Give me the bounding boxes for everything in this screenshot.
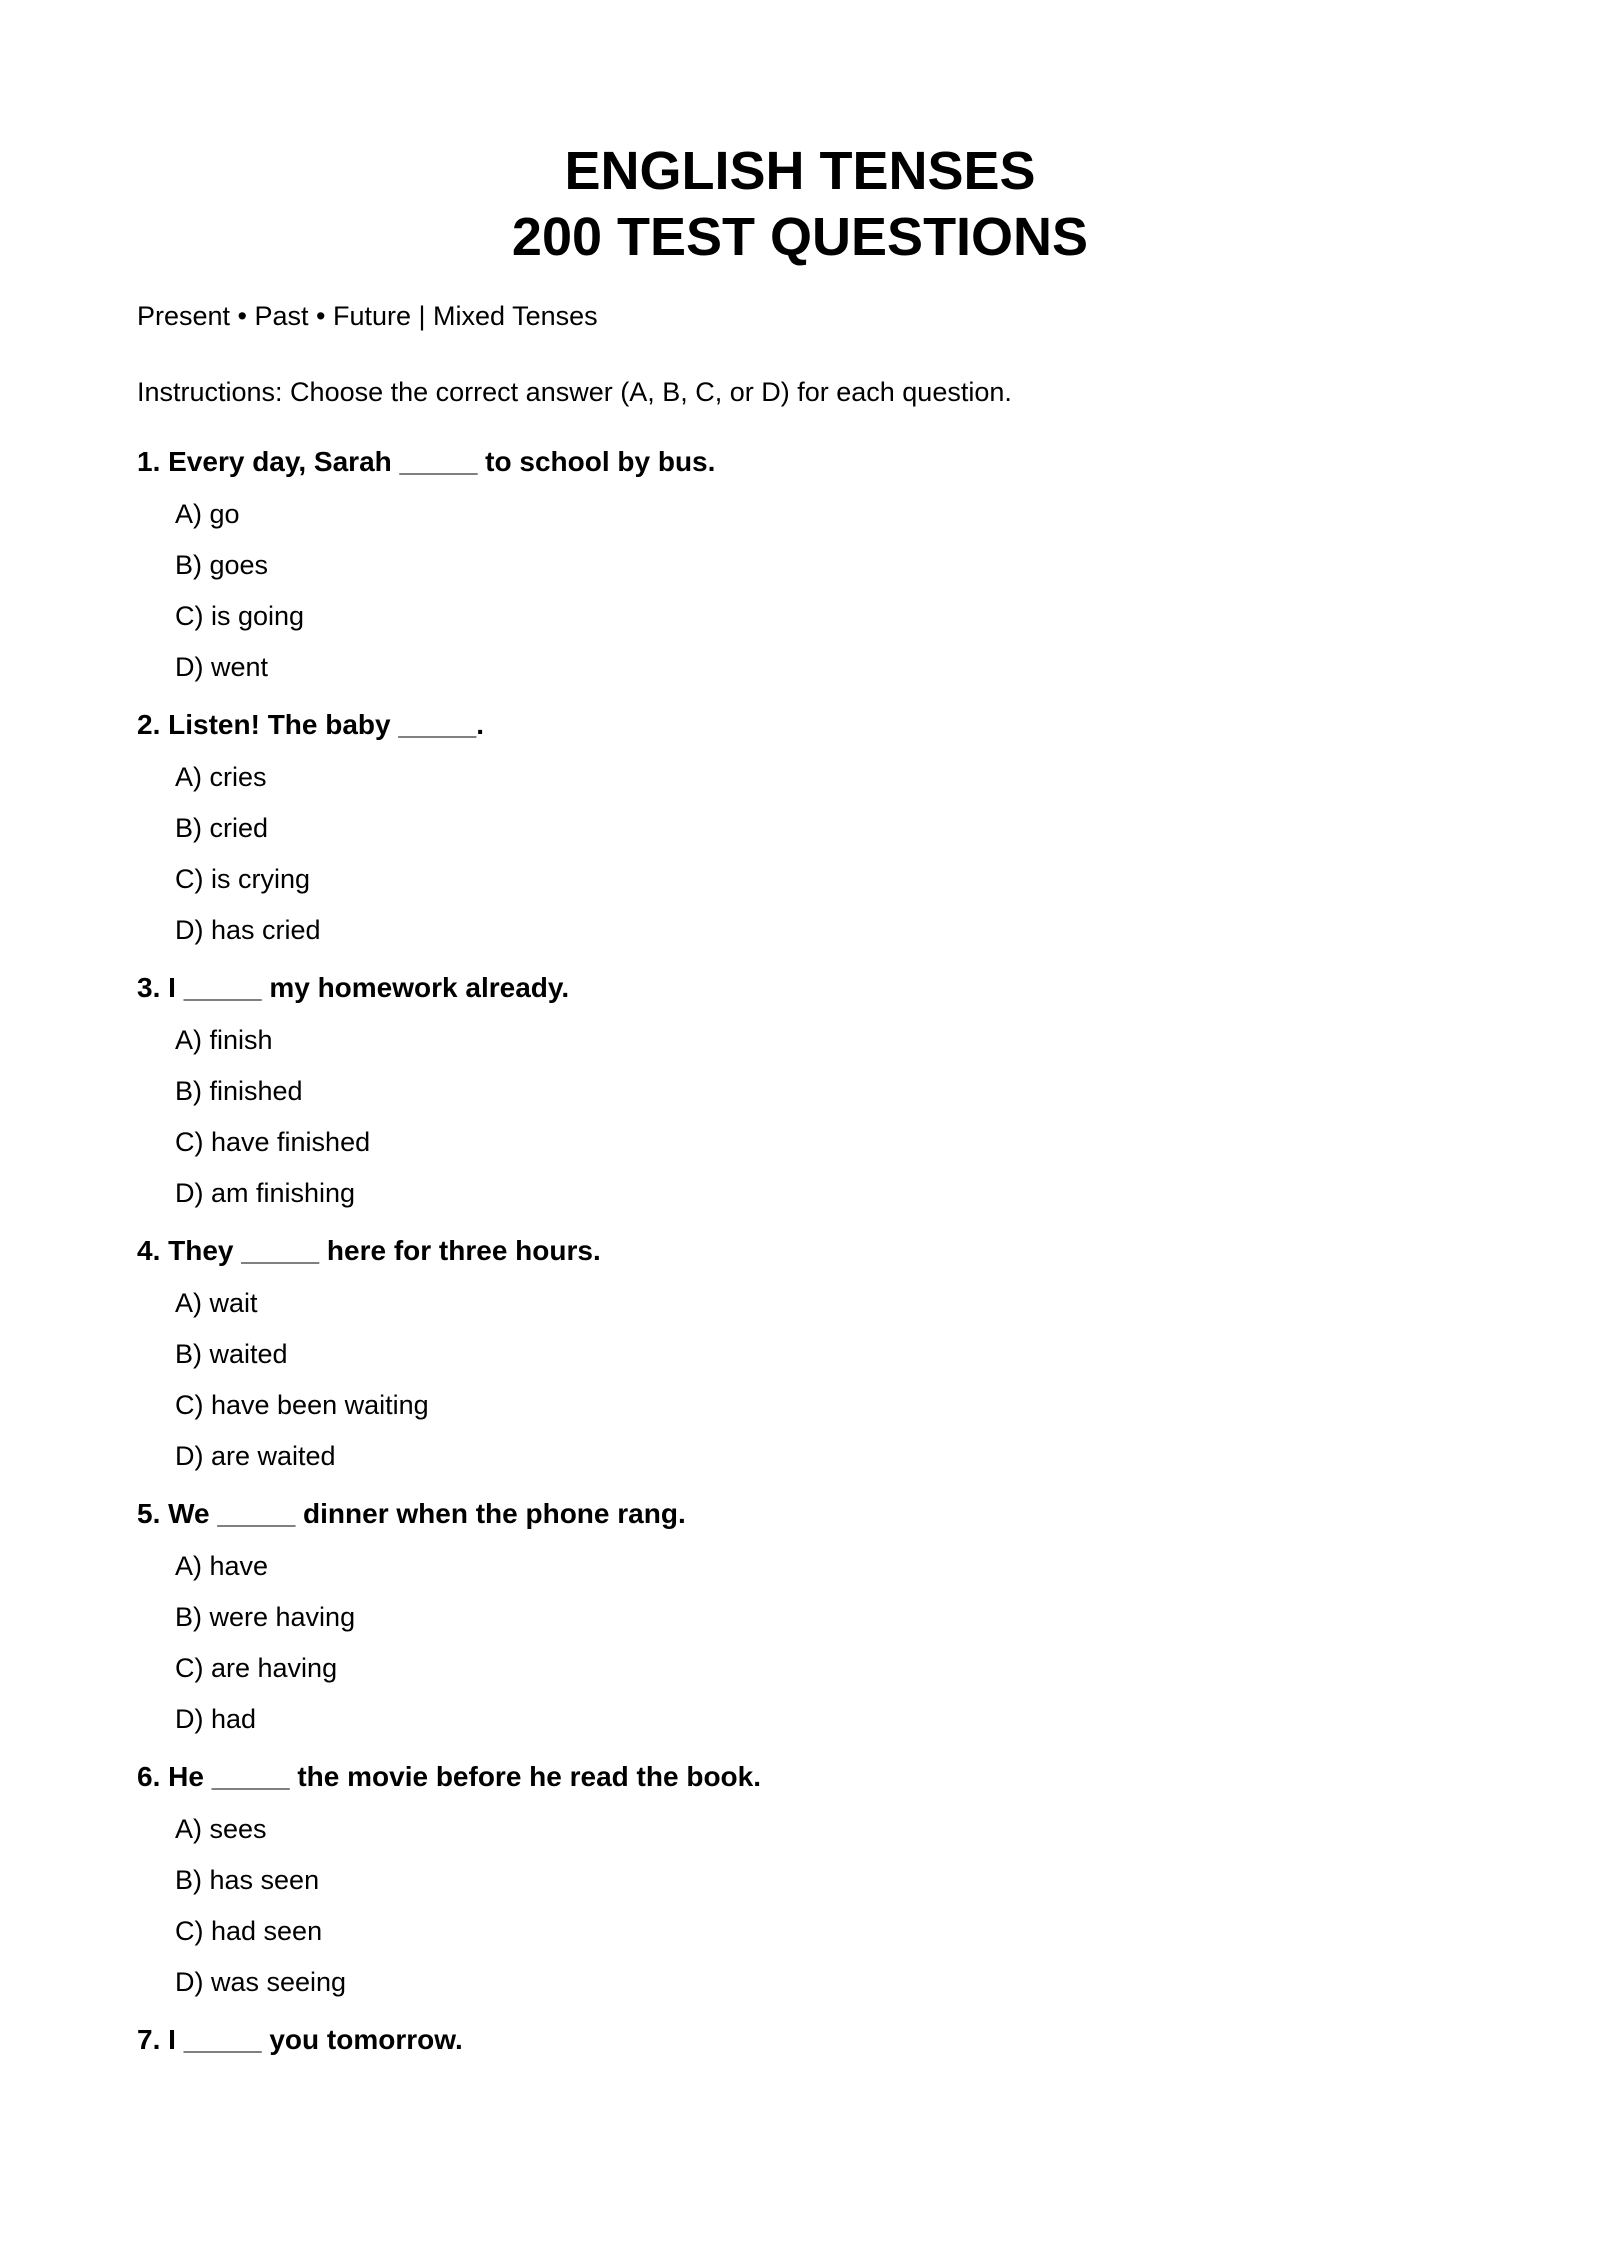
question-text: 1. Every day, Sarah _____ to school by bus. bbox=[137, 446, 716, 477]
answer-options bbox=[137, 1548, 1463, 1737]
answer-option: A) have bbox=[175, 1551, 269, 1581]
answer-option: B) cried bbox=[175, 813, 269, 843]
question-text: 2. Listen! The baby _____. bbox=[137, 709, 485, 740]
answer-option: C) have been waiting bbox=[175, 1390, 429, 1420]
answer-options bbox=[137, 1285, 1463, 1474]
answer-option: A) cries bbox=[175, 762, 267, 792]
document-subtitle: Present • Past • Future | Mixed Tenses bbox=[137, 301, 598, 331]
answer-option: A) sees bbox=[175, 1814, 267, 1844]
document-title bbox=[137, 0, 1463, 270]
answer-option: B) waited bbox=[175, 1339, 288, 1369]
question-item bbox=[137, 1496, 1463, 1737]
answer-option: C) are having bbox=[175, 1653, 338, 1683]
answer-option: C) had seen bbox=[175, 1916, 323, 1946]
question-item bbox=[137, 444, 1463, 685]
question-item bbox=[137, 2022, 1463, 2058]
answer-option: C) is going bbox=[175, 601, 305, 631]
answer-option: B) has seen bbox=[175, 1865, 320, 1895]
answer-option: B) were having bbox=[175, 1602, 356, 1632]
answer-option: B) finished bbox=[175, 1076, 303, 1106]
answer-option: D) was seeing bbox=[175, 1967, 347, 1997]
answer-option: D) had bbox=[175, 1704, 257, 1734]
question-text: 5. We _____ dinner when the phone rang. bbox=[137, 1498, 686, 1529]
question-text: 3. I _____ my homework already. bbox=[137, 972, 570, 1003]
answer-option: D) are waited bbox=[175, 1441, 336, 1471]
answer-option: D) am finishing bbox=[175, 1178, 356, 1208]
answer-option: A) finish bbox=[175, 1025, 273, 1055]
answer-options bbox=[137, 1811, 1463, 2000]
question-text: 6. He _____ the movie before he read the book. bbox=[137, 1761, 761, 1792]
answer-options bbox=[137, 1022, 1463, 1211]
answer-options bbox=[137, 496, 1463, 685]
question-item bbox=[137, 1233, 1463, 1474]
question-text: 4. They _____ here for three hours. bbox=[137, 1235, 601, 1266]
answer-option: B) goes bbox=[175, 550, 269, 580]
answer-option: A) go bbox=[175, 499, 240, 529]
title-line-1: ENGLISH TENSES bbox=[564, 141, 1036, 201]
answer-option: C) is crying bbox=[175, 864, 311, 894]
answer-options bbox=[137, 759, 1463, 948]
answer-option: D) went bbox=[175, 652, 269, 682]
answer-option: D) has cried bbox=[175, 915, 321, 945]
answer-option: C) have finished bbox=[175, 1127, 371, 1157]
instructions-text: Instructions: Choose the correct answer (A, B, C, or D) for each question. bbox=[137, 377, 1012, 407]
question-item bbox=[137, 1759, 1463, 2000]
question-item bbox=[137, 970, 1463, 1211]
question-list bbox=[137, 444, 1463, 2058]
title-line-2: 200 TEST QUESTIONS bbox=[511, 207, 1089, 267]
question-text: 7. I _____ you tomorrow. bbox=[137, 2024, 463, 2055]
question-item bbox=[137, 707, 1463, 948]
answer-option: A) wait bbox=[175, 1288, 258, 1318]
